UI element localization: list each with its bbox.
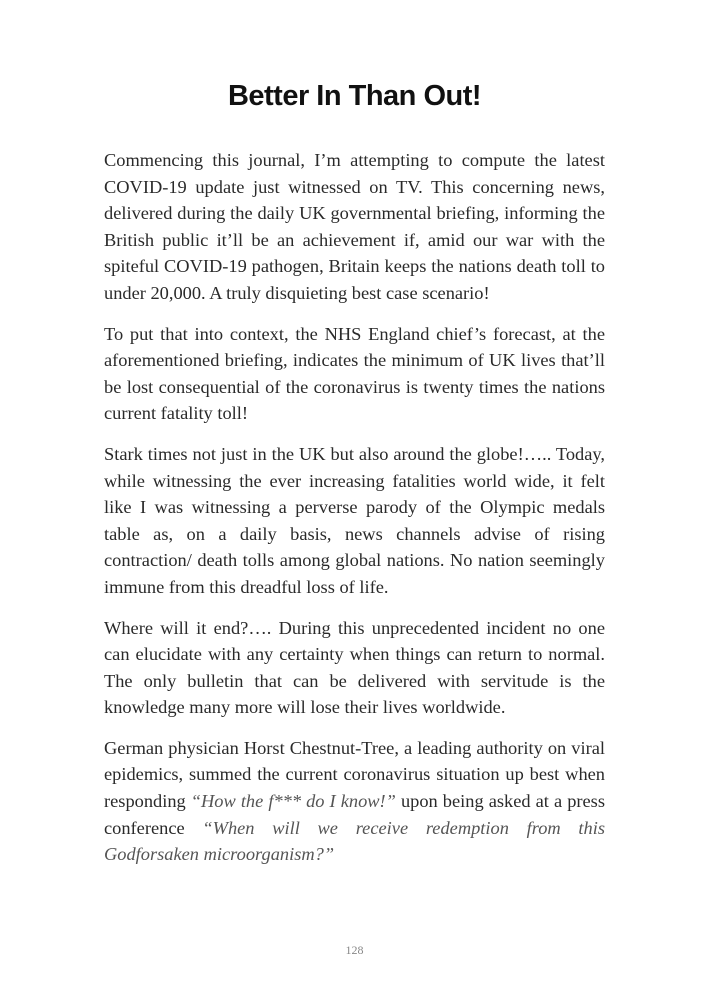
paragraph-3: Stark times not just in the UK but also around the globe!….. Today, while witnessing the ever increasing fatalities world wide, it felt like I was witnessing a perverse parody of the Olympic medals table as, on a daily basis, news channels advise of rising contraction/ death tolls among global nations. No nation seemingly immune from this dreadful loss of life. bbox=[104, 443, 605, 597]
page-content bbox=[104, 80, 605, 882]
paragraph-1: Commencing this journal, I’m attempting to compute the latest COVID-19 update just witnessed on TV. This concerning news, delivered during the daily UK governmental briefing, informing the British public it’ll be an achievement if, amid our war with the spiteful COVID-19 pathogen, Britain keeps the nations death toll to under 20,000. A truly disquieting best case scenario! bbox=[104, 150, 605, 303]
paragraph-5 bbox=[104, 735, 605, 868]
paragraph-4: Where will it end?…. During this unprecedented incident no one can elucidate with any certainty when things can return to normal. The only bulletin that can be delivered with servitude is the knowledge many more will lose their lives worldwide. bbox=[104, 617, 605, 718]
paragraph-5-text-a: German physician Horst Chestnut-Tree, a leading authority on viral epidemics, summed the current coronavirus situation up best when responding bbox=[104, 737, 605, 812]
quote-1: “How the f*** do I know!” bbox=[190, 791, 396, 812]
page-number: 128 bbox=[345, 943, 364, 957]
quote-2: “When will we receive redemption from this Godforsaken microorganism?” bbox=[104, 817, 606, 865]
paragraph-5-text-b: upon being asked at a press conference bbox=[104, 791, 605, 838]
paragraph-2: To put that into context, the NHS England chief’s forecast, at the aforementioned briefing, indicates the minimum of UK lives that’ll be lost consequential of the coronavirus is twenty times the nations current fatality toll! bbox=[104, 323, 605, 424]
chapter-title: Better In Than Out! bbox=[227, 80, 482, 112]
